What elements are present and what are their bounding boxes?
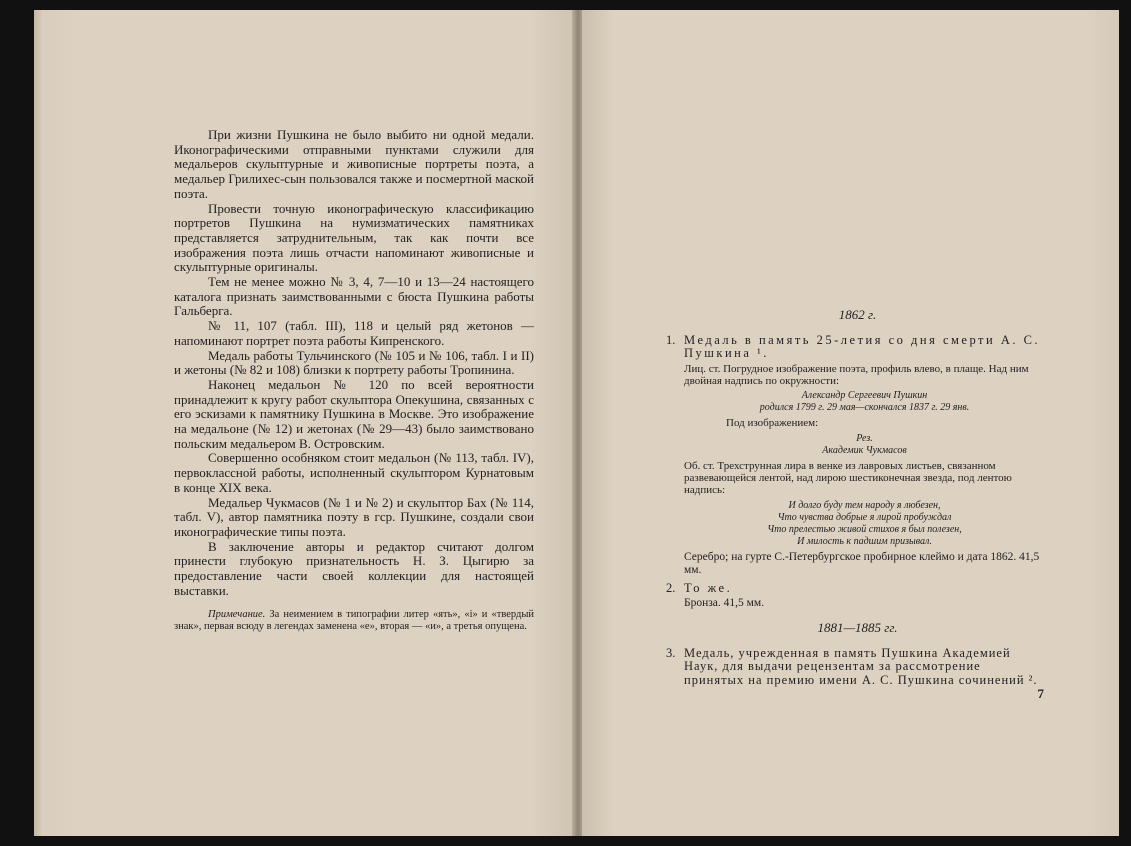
- section-year: 1862 г.: [838, 307, 877, 322]
- note-label: Примечание.: [208, 608, 266, 620]
- paragraph: При жизни Пушкина не было выбито ни одной медали. Иконографическими отправными пунктами служили для медальеров скульптурные и живописные портреты поэта, а медальер Грилихес-сын пользовался также и посмертной маской поэта.: [174, 127, 534, 201]
- paragraph: Медаль работы Тульчинского (№ 105 и № 106, табл. I и II) и жетоны (№ 82 и 108) близки к портрету работы Тропинина.: [174, 347, 534, 378]
- entry-title: То же.: [684, 580, 733, 595]
- inscription-line: Александр Сергеевич Пушкин: [801, 389, 928, 401]
- signature-line: Академик Чукмасов: [822, 444, 907, 456]
- entry-title: Медаль в память 25-летия со дня смерти А. С. Пушкина ¹.: [684, 332, 1041, 360]
- catalog-entry: [666, 580, 1045, 596]
- page-edge: [34, 10, 44, 836]
- entry-number: 2.: [666, 580, 676, 595]
- inscription-line: родился 1799 г. 29 мая—скончался 1837 г. 29 янв.: [759, 402, 970, 414]
- paragraph: Совершенно особняком стоит медальон (№ 113, табл. IV), первоклассной работы, исполненный скульптором Курнатовым в конце XIX века.: [174, 450, 534, 495]
- inscription-line: И милость к падшим призывал.: [797, 536, 932, 548]
- entry-number: 1.: [666, 332, 676, 347]
- under-image-label: Под изображением:: [726, 417, 819, 430]
- reverse-label: Об. ст.: [684, 459, 715, 472]
- inscription-line: Что чувства добрые я лирой пробуждал: [777, 511, 952, 523]
- section-year: 1881—1885 гг.: [817, 620, 898, 636]
- footnote: [174, 609, 534, 633]
- catalog-entry: [666, 332, 1045, 361]
- entry-title: Медаль, учрежденная в память Пушкина Академией Наук, для выдачи рецензентам за рассмотрение принятых на премию имени А. С. Пушкина сочинений ².: [684, 645, 1038, 687]
- obverse-text: Погрудное изображение поэта, профиль влево, в плаще. Над ним двойная надпись по окружности:: [684, 362, 1029, 387]
- obverse-label: Лиц. ст.: [684, 362, 721, 375]
- obverse-description: [684, 363, 1045, 456]
- paragraph: Тем не менее можно № 3, 4, 7—10 и 13—24 настоящего каталога признать заимствованными с бюста Пушкина работы Гальберга.: [174, 274, 534, 319]
- book-spread: [34, 10, 1119, 836]
- signature-line: Рез.: [856, 432, 873, 444]
- right-page-text: [666, 307, 1045, 687]
- entry-number: 3.: [666, 645, 676, 660]
- paragraph: В заключение авторы и редактор считают долгом принести глубокую признательность Н. З. Цыгирю за предоставление части своей коллекции для настоящей выставки.: [174, 538, 534, 598]
- paragraph: Провести точную иконографическую классификацию портретов Пушкина на нумизматических памятниках представляется затруднительным, так как почти все изображения поэта лишь отчасти напоминают живописные и скульптурные оригиналы.: [174, 200, 534, 275]
- paragraph: Наконец медальон № 120 по всей вероятности принадлежит к кругу работ скульптора Опекушина, связанных с его эскизами к памятнику Пушкина в Москве. Это изображение на медальоне (№ 12) и жетонах (№ 29—43) было заимствовано польским медальером В. Островским.: [174, 376, 534, 451]
- reverse-description: [684, 460, 1045, 576]
- paragraph: Медальер Чукмасов (№ 1 и № 2) и скульптор Бах (№ 114, табл. V), автор памятника поэту в гср. Пушкине, создали свои иконографические типы поэта.: [174, 494, 534, 539]
- note-text: За неимением в типографии литер «ять», «і» и «твердый знак», первая всюду в легендах заменена «е», вторая — «и», а третья опущена.: [174, 608, 535, 632]
- right-page: [582, 10, 1119, 836]
- page-number: 7: [1037, 686, 1044, 701]
- metal-description: Серебро; на гурте С.-Петербургское пробирное клеймо и дата 1862. 41,5 мм.: [684, 551, 1040, 576]
- left-page-text: [174, 128, 534, 633]
- left-page: [34, 10, 574, 836]
- catalog-entry: [666, 645, 1045, 688]
- inscription-line: Что прелестью живой стихов я был полезен,: [767, 523, 962, 535]
- reverse-text: Трехструнная лира в венке из лавровых листьев, связанном развевающейся лентой, над лирою шестиконечная звезда, под лентою надпись:: [684, 459, 1012, 497]
- metal-description: Бронза. 41,5 мм.: [684, 597, 765, 610]
- paragraph: № 11, 107 (табл. III), 118 и целый ряд жетонов — напоминают портрет поэта работы Кипренского.: [174, 318, 534, 348]
- inscription-line: И долго буду тем народу я любезен,: [788, 499, 941, 511]
